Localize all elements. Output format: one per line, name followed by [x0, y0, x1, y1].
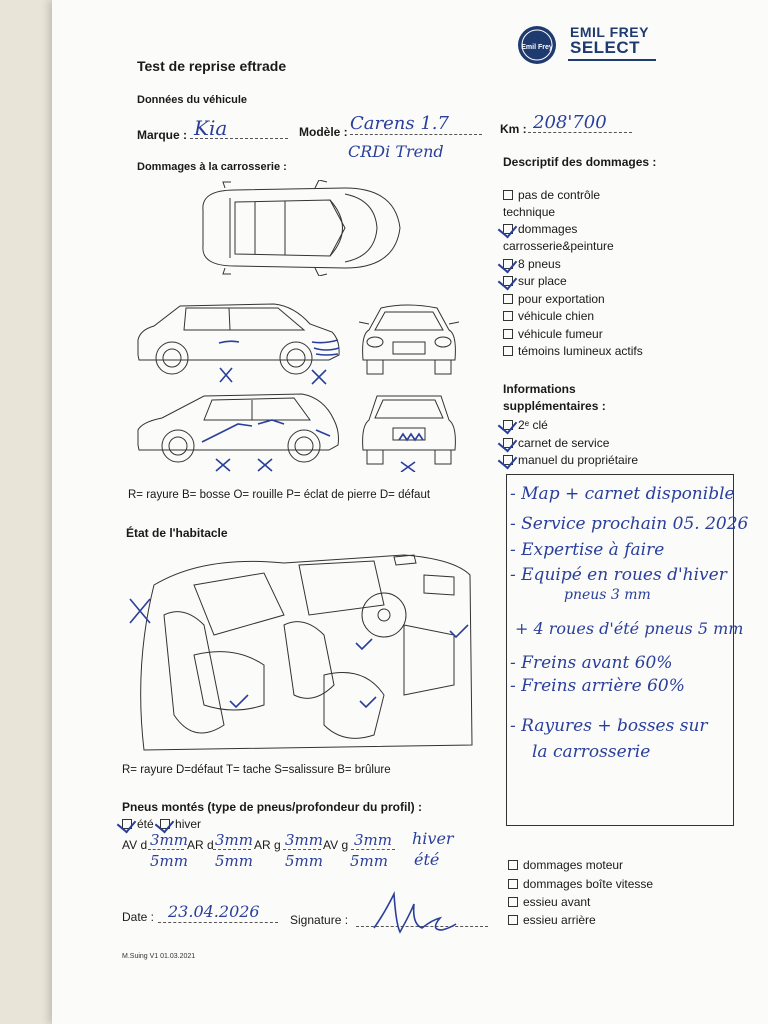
note-line: - Service prochain 05. 2026 — [510, 514, 749, 534]
date-value: 23.04.2026 — [168, 902, 260, 921]
extra-info-title-line1: Informations — [503, 382, 576, 396]
damage-x-marks-right — [212, 455, 278, 475]
checkbox-icon[interactable] — [503, 311, 513, 321]
checkbox-icon[interactable] — [503, 190, 513, 200]
body-damage-legend: R= rayure B= bosse O= rouille P= éclat de pierre D= défaut — [128, 489, 431, 501]
check-item-8-tires[interactable]: 8 pneus — [503, 257, 561, 271]
modele-label: Modèle : — [299, 125, 348, 139]
marque-value: Kia — [194, 116, 228, 140]
ete-depth-value: 5mm — [150, 852, 188, 870]
checked-checkbox-icon[interactable] — [503, 455, 513, 465]
damage-x-marks-left — [214, 364, 344, 386]
ar-d-value: 3mm — [215, 831, 253, 849]
ete-depth-value: 5mm — [285, 852, 323, 870]
checkbox-icon[interactable] — [508, 915, 518, 925]
checkbox-icon[interactable] — [508, 860, 518, 870]
extra-info-title-line2: supplémentaires : — [503, 399, 606, 413]
checkbox-icon[interactable] — [508, 897, 518, 907]
vehicle-section-title: Données du véhicule — [137, 94, 248, 106]
body-damage-title: Dommages à la carrosserie : — [137, 161, 287, 173]
interior-legend: R= rayure D=défaut T= tache S=salissure B= brûlure — [122, 764, 391, 776]
signature-label: Signature : — [290, 913, 349, 927]
checkbox-icon[interactable] — [503, 346, 513, 356]
check-item-owner-manual[interactable]: manuel du propriétaire — [503, 453, 638, 467]
brand-logo — [568, 24, 656, 64]
check-item-rear-axle[interactable]: essieu arrière — [508, 913, 596, 927]
marque-label: Marque : — [137, 128, 188, 142]
note-line: - Freins arrière 60% — [510, 676, 685, 696]
check-item-service-book[interactable]: carnet de service — [503, 436, 609, 450]
svg-text:Emil Frey: Emil Frey — [521, 44, 553, 51]
check-item-smoker-vehicle[interactable]: véhicule fumeur — [503, 327, 603, 341]
checked-checkbox-icon[interactable] — [503, 420, 513, 430]
modele-value-line2: CRDi Trend — [348, 142, 444, 161]
car-top-view-diagram — [195, 180, 405, 276]
tire-type-row: été hiver — [122, 817, 201, 831]
check-item-warning-lights[interactable]: témoins lumineux actifs — [503, 344, 643, 358]
handwritten-signature — [370, 884, 460, 944]
note-line: - Rayures + bosses sur — [510, 716, 708, 736]
check-item-engine-damage[interactable]: dommages moteur — [508, 858, 623, 872]
form-title: Test de reprise eftrade — [137, 58, 287, 74]
hiver-checkbox-icon[interactable] — [160, 819, 170, 829]
av-g-label: AV g — [323, 838, 349, 852]
note-line: - Equipé en roues d'hiver — [510, 565, 727, 585]
date-label: Date : — [122, 910, 155, 924]
check-item-second-key[interactable]: 2ᵉ clé — [503, 418, 548, 432]
note-line: - Freins avant 60% — [510, 653, 673, 673]
note-line: la carrosserie — [532, 742, 651, 762]
brand-line1: EMIL FREY — [570, 24, 649, 40]
car-interior-diagram — [124, 545, 480, 755]
checkbox-icon[interactable] — [503, 329, 513, 339]
car-rear-view-diagram — [357, 390, 461, 472]
checked-checkbox-icon[interactable] — [503, 224, 513, 234]
check-item-on-site[interactable]: sur place — [503, 274, 567, 288]
checkbox-icon[interactable] — [508, 879, 518, 889]
modele-value-line1: Carens 1.7 — [350, 113, 449, 134]
check-item-body-damage-line2: carrosserie&peinture — [503, 239, 614, 253]
checked-checkbox-icon[interactable] — [503, 438, 513, 448]
note-line: - Map + carnet disponible — [510, 484, 735, 504]
check-item-body-damage[interactable]: dommages — [503, 222, 577, 236]
av-g-value: 3mm — [354, 831, 392, 849]
av-d-value: 3mm — [150, 831, 188, 849]
ete-checkbox-icon[interactable] — [122, 819, 132, 829]
brand-line2: SELECT — [570, 38, 641, 57]
checkbox-icon[interactable] — [503, 294, 513, 304]
ar-g-label: AR g — [254, 838, 281, 852]
check-item-gearbox-damage[interactable]: dommages boîte vitesse — [508, 877, 653, 891]
km-value: 208'700 — [533, 112, 607, 133]
note-line: - Expertise à faire — [510, 540, 665, 560]
note-line: + 4 roues d'été pneus 5 mm — [515, 619, 744, 638]
check-item-dog-vehicle[interactable]: véhicule chien — [503, 309, 594, 323]
check-item-front-axle[interactable]: essieu avant — [508, 895, 590, 909]
car-front-view-diagram — [357, 300, 461, 378]
ete-depth-value: 5mm — [215, 852, 253, 870]
check-item-export[interactable]: pour exportation — [503, 292, 605, 306]
ar-d-label: AR d — [187, 838, 214, 852]
checked-checkbox-icon[interactable] — [503, 259, 513, 269]
interior-title: État de l'habitacle — [126, 526, 228, 540]
hiver-note: hiver — [412, 829, 454, 848]
emil-frey-seal-icon — [514, 24, 560, 66]
note-line: pneus 3 mm — [564, 587, 651, 603]
av-d-label: AV d — [122, 838, 148, 852]
tires-title: Pneus montés (type de pneus/profondeur du profil) : — [122, 800, 423, 814]
km-label: Km : — [500, 122, 527, 136]
ete-note: été — [414, 850, 440, 869]
ar-g-value: 3mm — [285, 831, 323, 849]
ete-depth-value: 5mm — [350, 852, 388, 870]
form-version: M.Suing V1 01.03.2021 — [122, 953, 196, 960]
checked-checkbox-icon[interactable] — [503, 276, 513, 286]
check-item-no-inspection[interactable]: pas de contrôle — [503, 188, 600, 202]
damage-description-title: Descriptif des dommages : — [503, 155, 657, 169]
check-item-no-inspection-line2: technique — [503, 205, 556, 219]
